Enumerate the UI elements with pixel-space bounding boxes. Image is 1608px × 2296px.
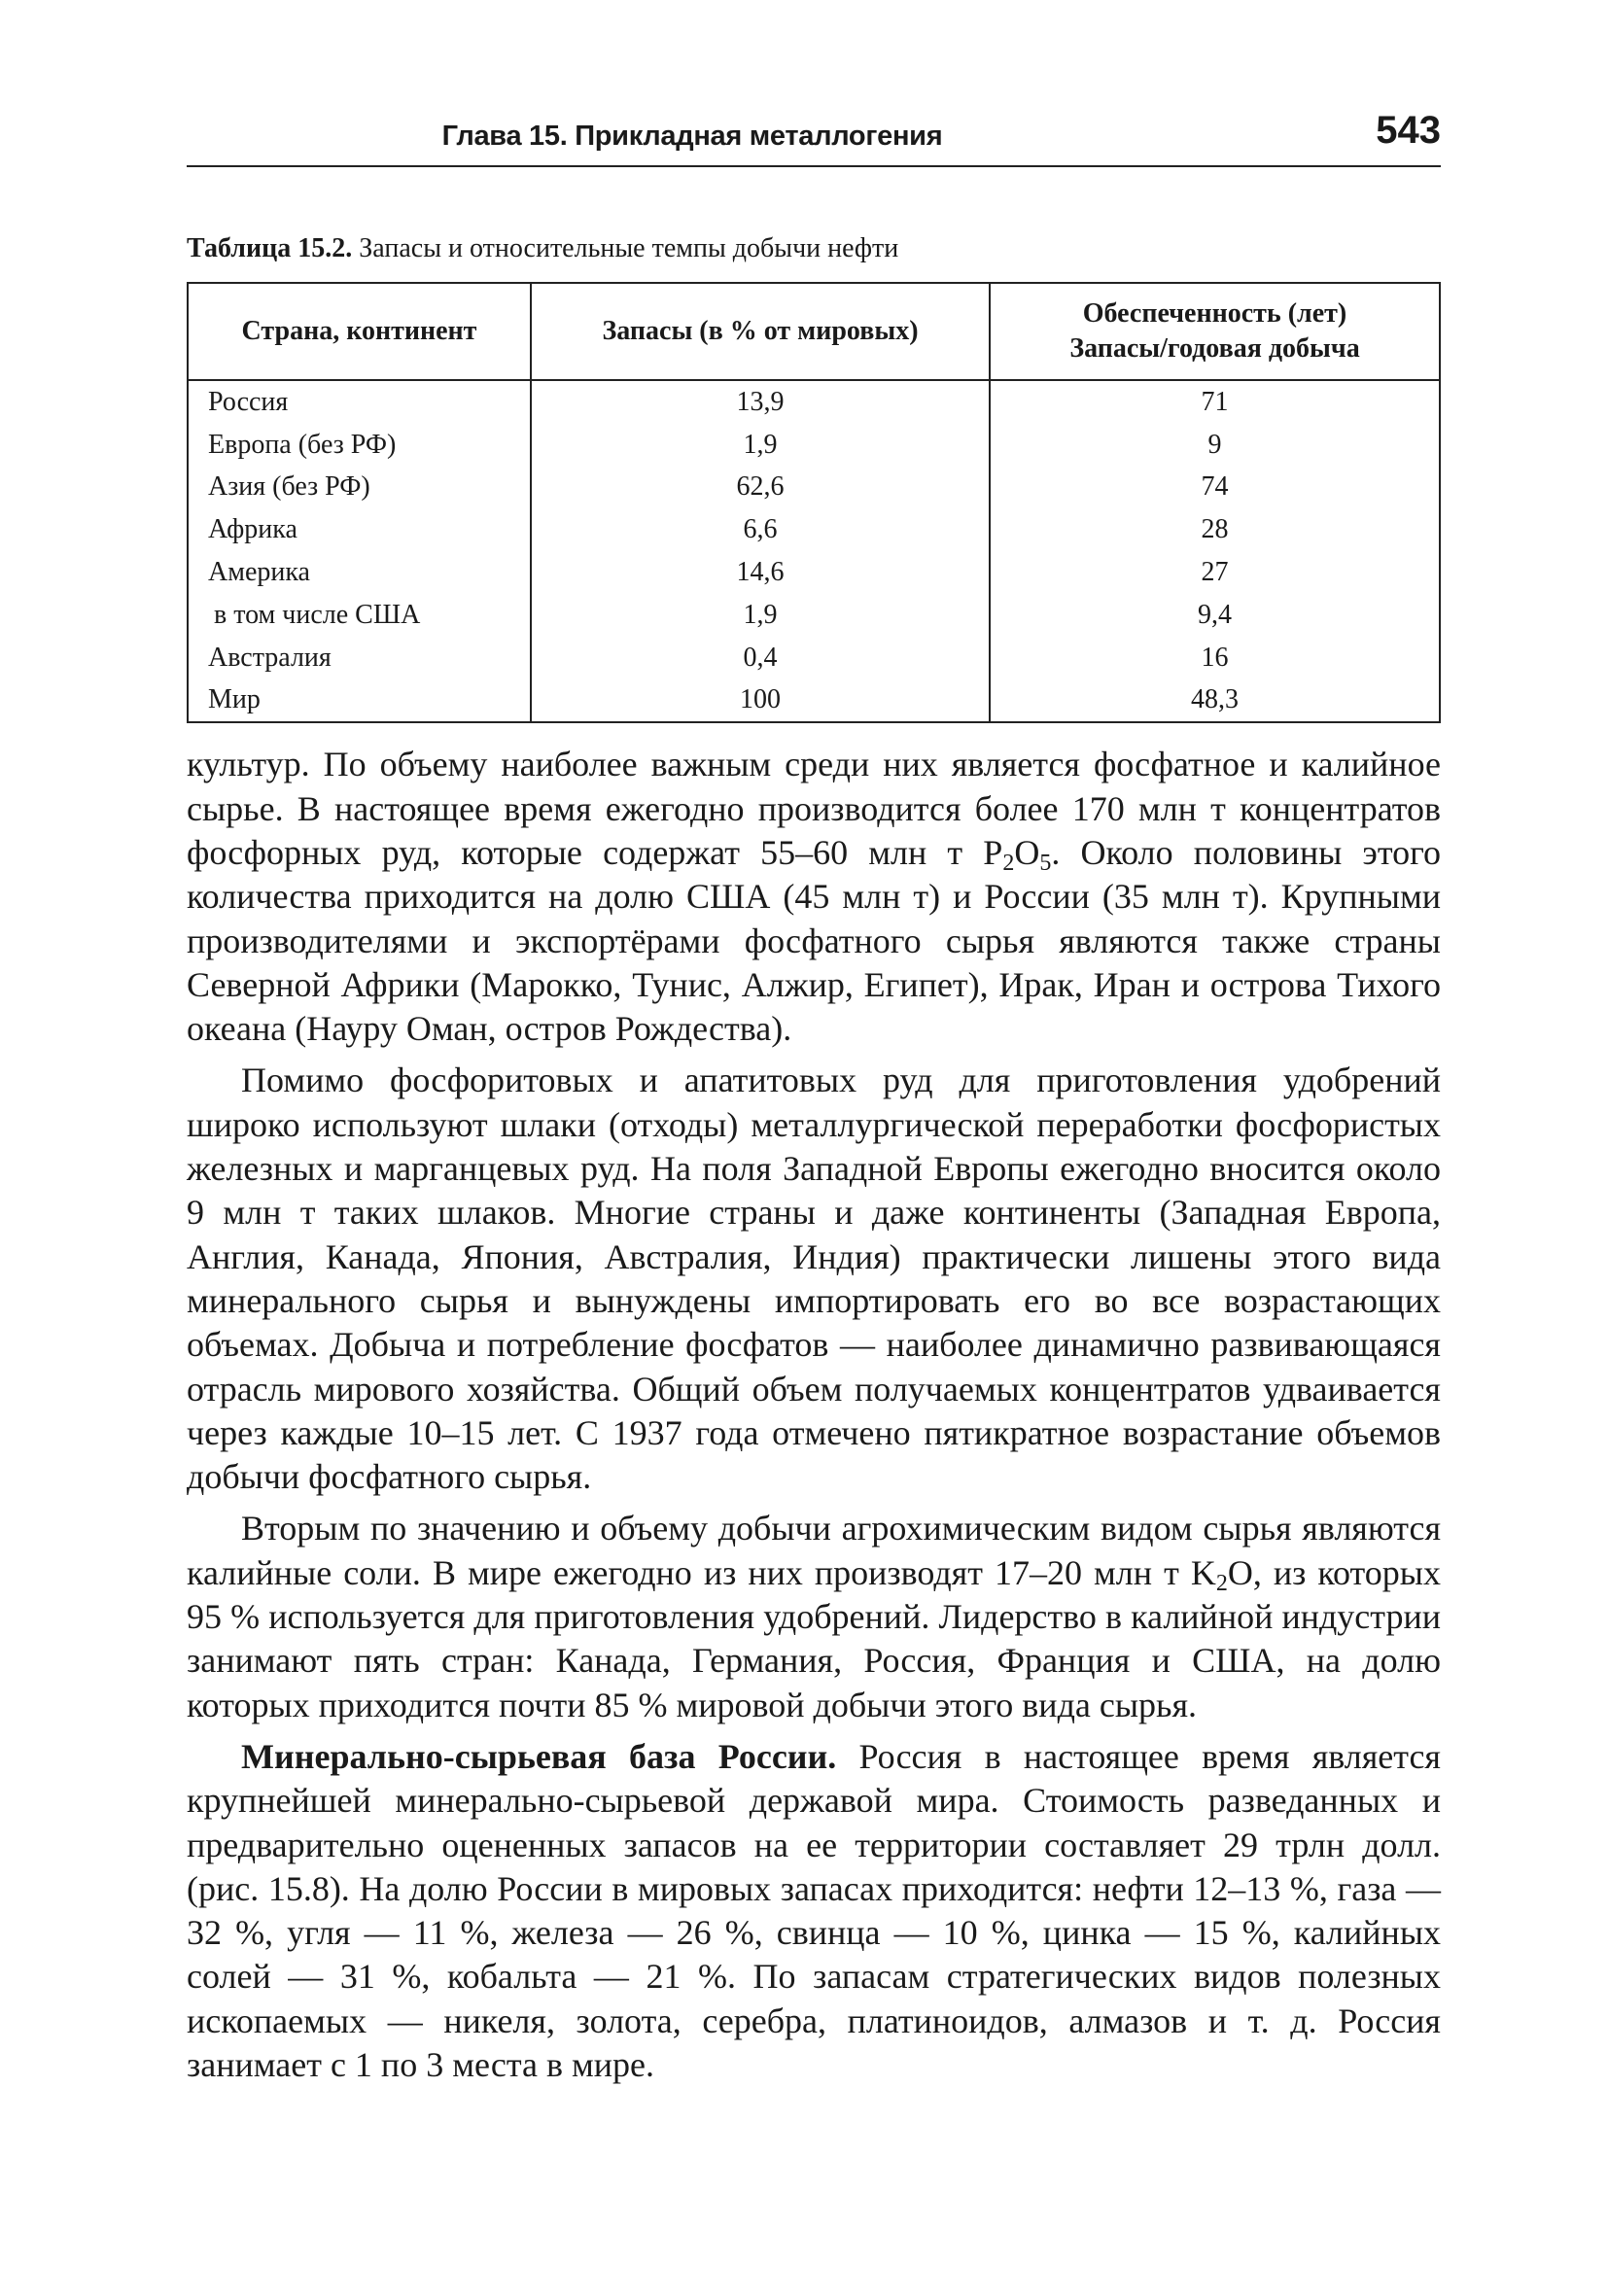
table-caption-label: Таблица 15.2.	[187, 233, 353, 263]
cell-country: Россия	[188, 380, 531, 424]
cell-reserves: 1,9	[531, 594, 990, 637]
paragraph-potash	[187, 1507, 1441, 1726]
paragraph-text: O, из которых 95 % используется для приготовления удобрений. Лидерство в калийной индустрии занимают пять стран: Канада, Германия, Россия, Франция и США, на долю которых приходится почти 85 % мировой добычи этого вида сырья.	[187, 1552, 1441, 1724]
cell-years: 71	[990, 380, 1440, 424]
paragraph-phosphate	[187, 743, 1441, 1051]
page	[187, 97, 1441, 2087]
cell-country: Америка	[188, 551, 531, 594]
paragraph-text: . Около половины этого количества приходится на долю США (45 млн т) и России (35 млн т). Крупными производителями и экспортёрами фосфатного сырья являются также страны Северной Африки (Марокко, Тунис, Алжир, Египет), Ирак, Иран и острова Тихого океана (Науру Оман, остров Рождества).	[187, 832, 1442, 1049]
table-row	[188, 594, 1440, 637]
cell-reserves: 6,6	[531, 508, 990, 551]
paragraph-text: Россия в настоящее время является крупнейшей минерально-сырьевой державой мира. Стоимость разведанных и предварительно оцененных запасов на ее территории составляет 29 трлн долл. (рис. 15.8). На долю России в мировых запасах приходится: нефти 12–13 %, газа — 32 %, угля — 11 %, железа — 26 %, свинца — 10 %, цинка — 15 %, калийных солей — 31 %, кобальта — 21 %. По запасам стратегических видов полезных ископаемых — никеля, золота, серебра, платиноидов, алмазов и т. д. Россия занимает с 1 по 3 места в мире.	[187, 1736, 1441, 2084]
cell-years: 9	[990, 424, 1440, 467]
cell-years: 74	[990, 467, 1440, 509]
cell-country: Европа (без РФ)	[188, 424, 531, 467]
paragraph-lead: Минерально-сырьевая база России.	[241, 1736, 837, 1776]
column-header-country: Страна, континент	[188, 283, 531, 380]
paragraph-russia-resources	[187, 1735, 1441, 2087]
paragraph-text: Вторым по значению и объему добычи агрохимическим видом сырья являются калийные соли. В мире ежегодно из них производят 17–20 млн т K	[187, 1509, 1441, 1592]
cell-reserves: 13,9	[531, 380, 990, 424]
page-number: 543	[1376, 109, 1441, 152]
table-caption	[187, 233, 1441, 264]
paragraph-slag: Помимо фосфоритовых и апатитовых руд для приготовления удобрений широко используют шлаки (отходы) металлургической переработки фосфористых железных и марганцевых руд. На поля Западной Европы ежегодно вносится около 9 млн т таких шлаков. Многие страны и даже континенты (Западная Европа, Англия, Канада, Япония, Австралия, Индия) практически лишены этого вида минерального сырья и вынуждены импортировать его во все возрастающих объемах. Добыча и потребление фосфатов — наиболее динамично развивающаяся отрасль мирового хозяйства. Общий объем получаемых концентратов удваивается через каждые 10–15 лет. С 1937 года отмечено пятикратное возрастание объемов добычи фосфатного сырья.	[187, 1061, 1441, 1497]
table-row	[188, 467, 1440, 509]
cell-country: Азия (без РФ)	[188, 467, 531, 509]
column-header-years-line1: Обеспеченность (лет)	[1082, 298, 1347, 329]
table-row	[188, 551, 1440, 594]
column-header-years-line2: Запасы/годовая добыча	[1069, 333, 1360, 364]
column-header-years	[990, 283, 1440, 380]
cell-years: 16	[990, 637, 1440, 679]
paragraph-text: O	[1014, 832, 1040, 872]
table-row	[188, 637, 1440, 679]
body-text	[187, 743, 1441, 2087]
oil-reserves-table	[187, 282, 1441, 723]
cell-country: Мир	[188, 679, 531, 723]
running-header	[187, 97, 1441, 167]
cell-reserves: 62,6	[531, 467, 990, 509]
cell-country: Австралия	[188, 637, 531, 679]
cell-reserves: 0,4	[531, 637, 990, 679]
cell-country: Африка	[188, 508, 531, 551]
table-row	[188, 679, 1440, 723]
table-row	[188, 424, 1440, 467]
table-caption-text: Запасы и относительные темпы добычи нефти	[352, 233, 899, 263]
table-row	[188, 508, 1440, 551]
table-row	[188, 380, 1440, 424]
cell-years: 28	[990, 508, 1440, 551]
chapter-title: Глава 15. Прикладная металлогения	[441, 121, 943, 152]
paragraph-text: культур. По объему наиболее важным среди них является фосфатное и калийное сырье. В настоящее время ежегодно производится более 170 млн т концентратов фосфорных руд, которые содержат 55–60 млн т P	[187, 745, 1441, 872]
subscript: 2	[1215, 1570, 1228, 1596]
cell-reserves: 100	[531, 679, 990, 723]
cell-years: 27	[990, 551, 1440, 594]
cell-country: в том числе США	[188, 594, 531, 637]
column-header-reserves: Запасы (в % от мировых)	[531, 283, 990, 380]
cell-reserves: 14,6	[531, 551, 990, 594]
cell-years: 48,3	[990, 679, 1440, 723]
subscript: 2	[1002, 850, 1015, 876]
table-header-row	[188, 283, 1440, 380]
subscript: 5	[1039, 850, 1052, 876]
cell-reserves: 1,9	[531, 424, 990, 467]
cell-years: 9,4	[990, 594, 1440, 637]
